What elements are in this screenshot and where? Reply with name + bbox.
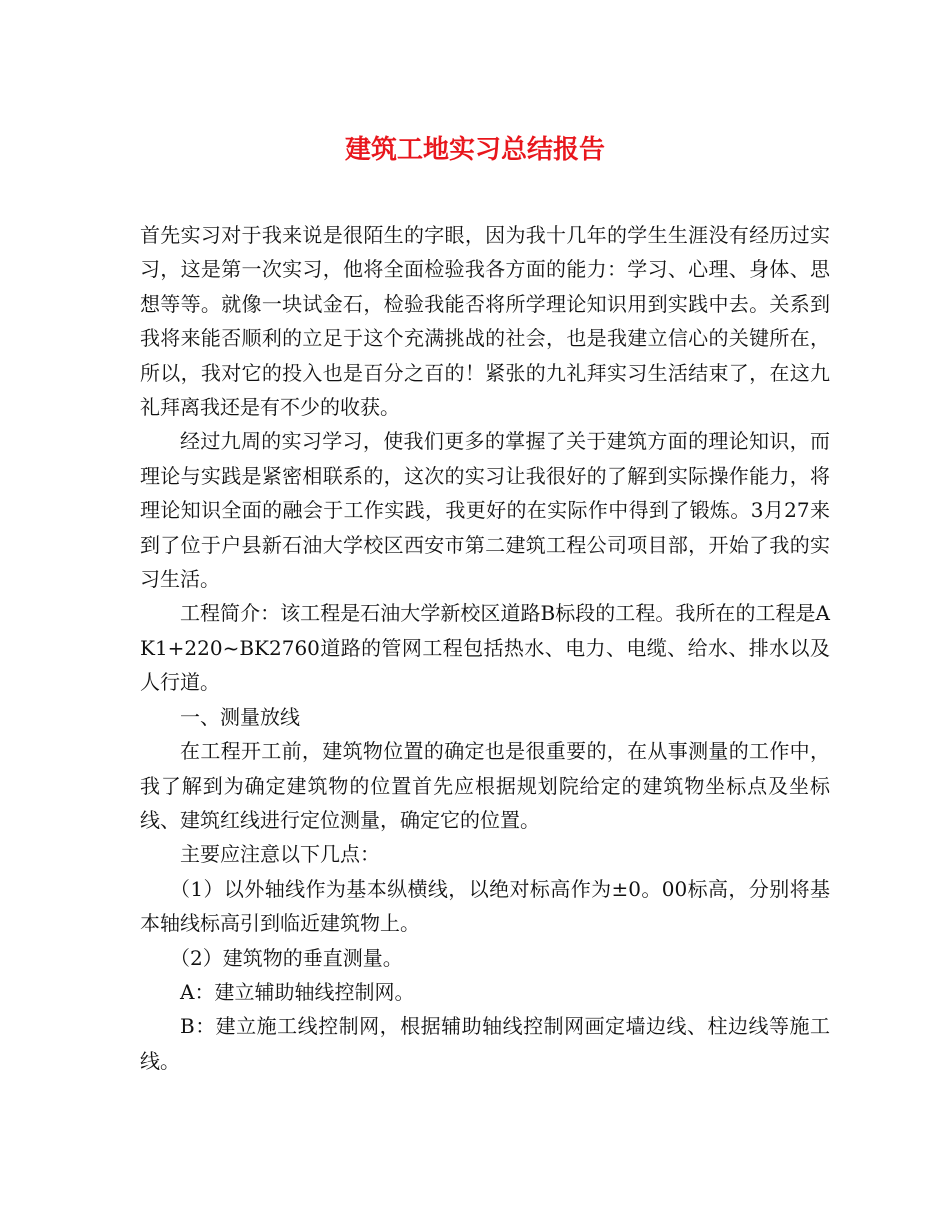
paragraph-project-overview: 工程简介：该工程是石油大学新校区道路B标段的工程。我所在的工程是AK1+220~BK2760道路的管网工程包括热水、电力、电缆、给水、排水以及人行道。 — [140, 601, 830, 695]
paragraph-internship-study: 经过九周的实习学习，使我们更多的掌握了关于建筑方面的理论知识，而理论与实践是紧密相联系的，这次的实习让我很好的了解到实际操作能力，将理论知识全面的融会于工作实践，我更好的在实际作中得到了锻炼。3月27来到了位于户县新石油大学校区西安市第二建筑工程公司项目部，开始了我的实习生活。 — [140, 429, 830, 592]
paragraph-survey-positioning: 在工程开工前，建筑物位置的确定也是很重要的，在从事测量的工作中，我了解到为确定建筑物的位置首先应根据规划院给定的建筑物坐标点及坐标线、建筑红线进行定位测量，确定它的位置。 — [140, 739, 830, 832]
document-body — [140, 218, 830, 1078]
paragraph-key-points: 主要应注意以下几点： — [180, 842, 380, 867]
list-item-axis: （1）以外轴线作为基本纵横线，以绝对标高作为±0。00标高，分别将基本轴线标高引到临近建筑物上。 — [140, 876, 830, 936]
paragraph-intro: 首先实习对于我来说是很陌生的字眼，因为我十几年的学生生涯没有经历过实习，这是第一次实习，他将全面检验我各方面的能力：学习、心理、身体、思想等等。就像一块试金石，检验我能否将所学理论知识用到实践中去。关系到我将来能否顺利的立足于这个充满挑战的社会，也是我建立信心的关键所在，所以，我对它的投入也是百分之百的！紧张的九礼拜实习生活结束了，在这九礼拜离我还是有不少的收获。 — [140, 223, 830, 420]
list-item-a: A：建立辅助轴线控制网。 — [180, 979, 415, 1004]
section-heading-survey: 一、测量放线 — [180, 704, 300, 729]
list-item-vertical: （2）建筑物的垂直测量。 — [170, 945, 403, 970]
document-title: 建筑工地实习总结报告 — [344, 135, 605, 165]
list-item-b: B：建立施工线控制网，根据辅助轴线控制网画定墙边线、柱边线等施工线。 — [140, 1014, 830, 1073]
